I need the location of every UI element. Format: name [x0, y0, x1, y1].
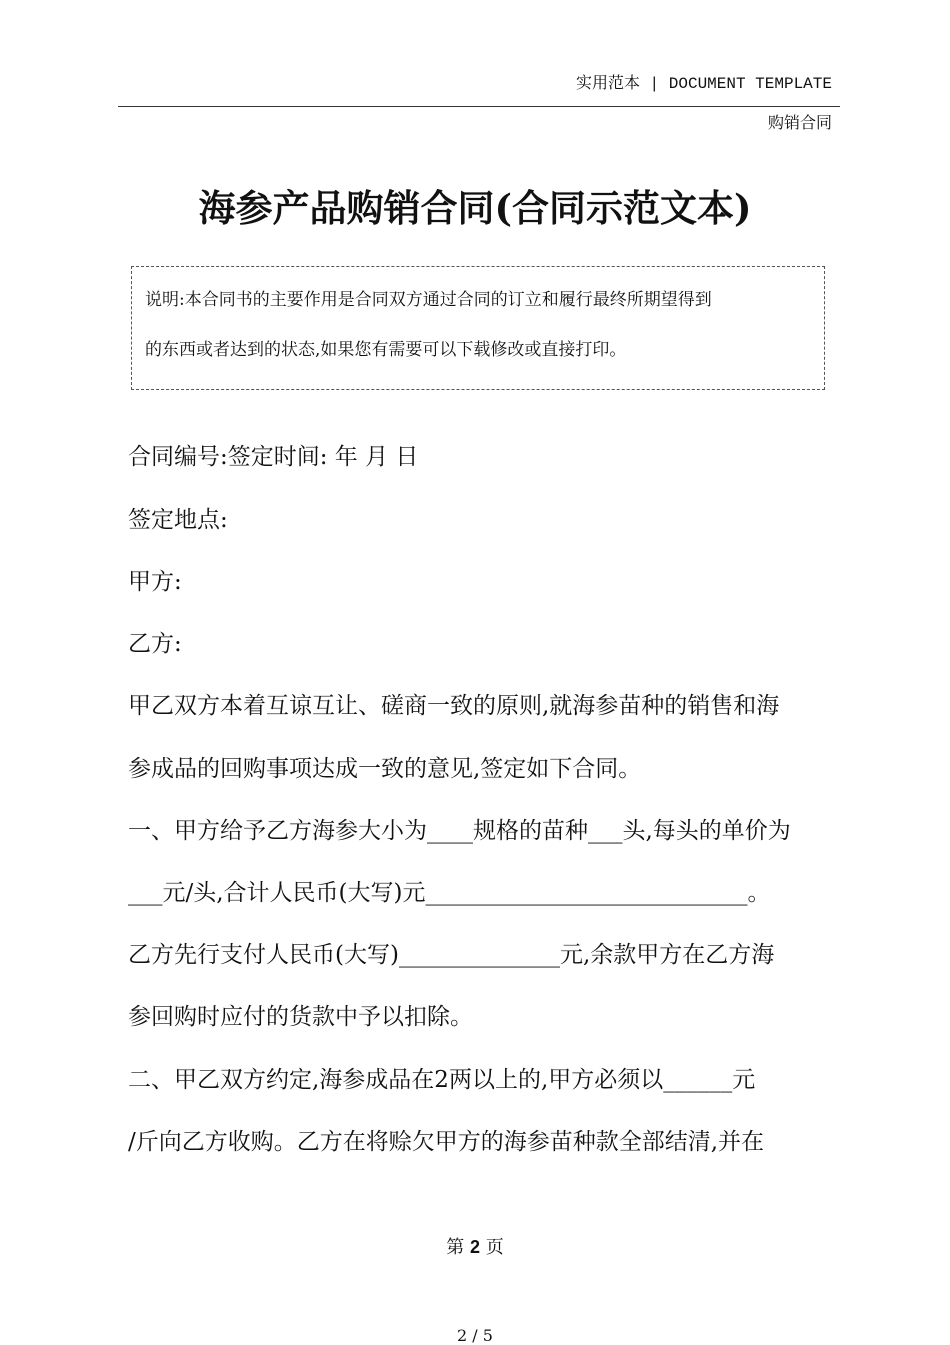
body-text-line: /斤向乙方收购。乙方在将赊欠甲方的海参苗种款全部结清,并在 [128, 1129, 765, 1155]
contract-number-line: 合同编号:签定时间: 年 月 日 [128, 444, 419, 470]
body-text-line: 甲乙双方本着互谅互让、磋商一致的原则,就海参苗种的销售和海 [128, 693, 780, 719]
page-footer [0, 1233, 950, 1259]
body-text-line: 参回购时应付的货款中予以扣除。 [128, 1004, 473, 1030]
sign-location-line: 签定地点: [128, 507, 228, 533]
party-a-line: 甲方: [128, 569, 182, 595]
body-text-line: 二、甲乙双方约定,海参成品在2两以上的,甲方必须以______元 [128, 1067, 756, 1093]
page-count: 2 / 5 [457, 1326, 493, 1345]
body-text-line: ___元/头,合计人民币(大写)元____________________________。 [128, 880, 771, 906]
page-number: 2 [469, 1237, 480, 1257]
document-title: 海参产品购销合同(合同示范文本) [198, 186, 752, 230]
body-text-line: 一、甲方给予乙方海参大小为____规格的苗种___头,每头的单价为 [128, 818, 791, 844]
note-box [131, 266, 825, 390]
header-divider [118, 106, 840, 107]
body-text-line: 乙方先行支付人民币(大写)______________元,余款甲方在乙方海 [128, 942, 775, 968]
header-template-label: 实用范本 | DOCUMENT TEMPLATE [575, 75, 832, 93]
body-text-line: 参成品的回购事项达成一致的意见,签定如下合同。 [128, 756, 642, 782]
note-line: 说明:本合同书的主要作用是合同双方通过合同的订立和履行最终所期望得到 [145, 290, 712, 310]
page-suffix: 页 [485, 1237, 504, 1258]
party-b-line: 乙方: [128, 631, 182, 657]
header-category: 购销合同 [767, 113, 832, 132]
note-line: 的东西或者达到的状态,如果您有需要可以下载修改或直接打印。 [145, 340, 627, 360]
page-prefix: 第 [446, 1237, 465, 1258]
